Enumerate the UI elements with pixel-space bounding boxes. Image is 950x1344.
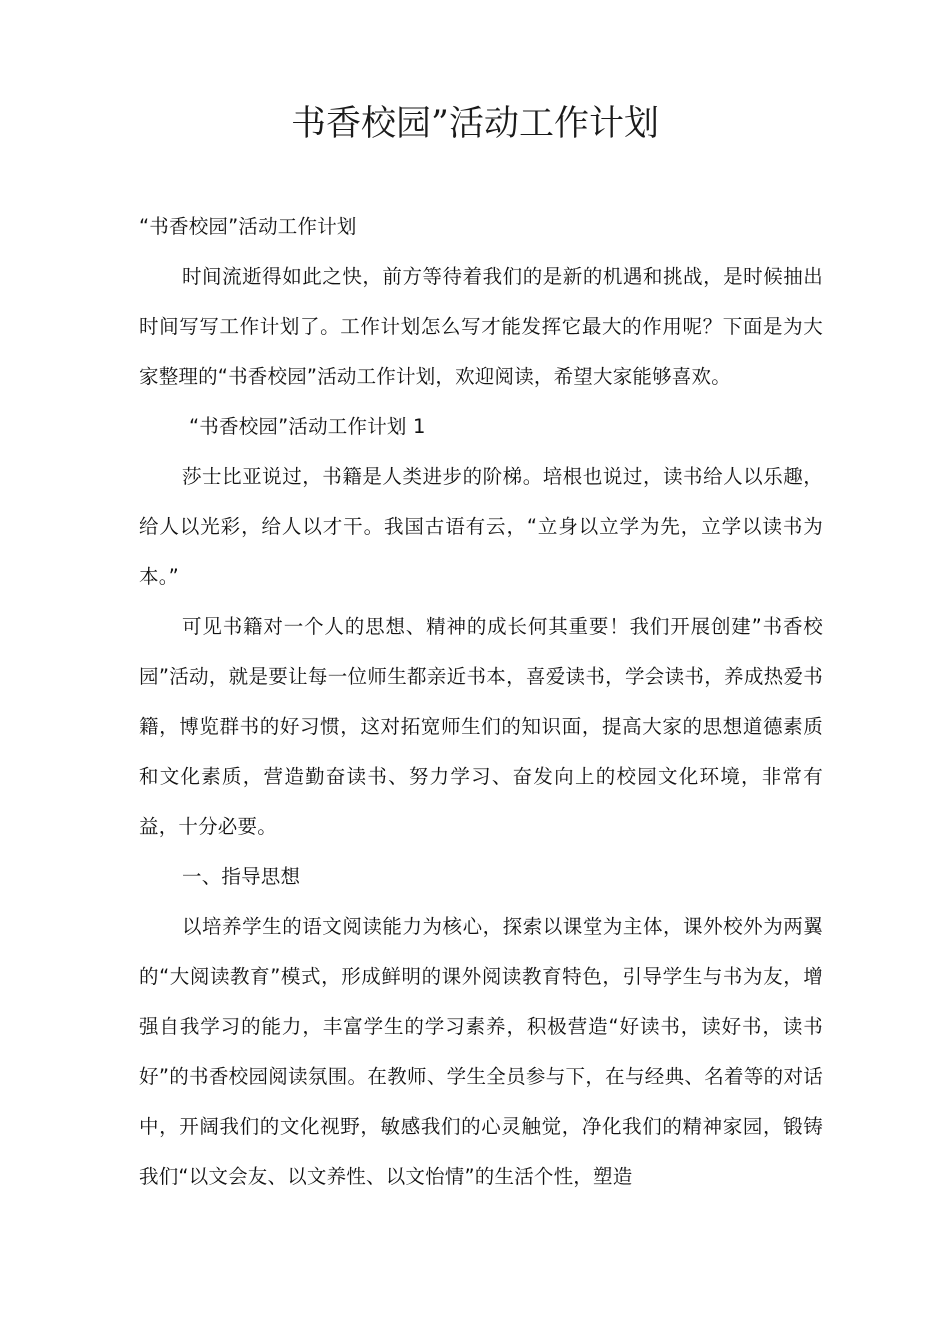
document-title: 书香校园”活动工作计划 <box>291 104 659 144</box>
intro-paragraph: 时间流逝得如此之快，前方等待着我们的是新的机遇和挑战，是时候抽出时间写写工作计划了。工作计划怎么写才能发挥它最大的作用呢？下面是为大家整理的“书香校园”活动工作计划，欢迎阅读，希望大家能够喜欢。 <box>139 265 823 388</box>
plan-subtitle: “书香校园”活动工作计划 1 <box>189 415 426 438</box>
importance-paragraph: 可见书籍对一个人的思想、精神的成长何其重要！我们开展创建”书香校园”活动，就是要让每一位师生都亲近书本，喜爱读书，学会读书，养成热爱书籍，博览群书的好习惯，这对拓宽师生们的知识面，提高大家的思想道德素质和文化素质，营造勤奋读书、努力学习、奋发向上的校园文化环境，非常有益，十分必要。 <box>139 615 823 838</box>
section-heading: “书香校园”活动工作计划 <box>139 215 357 238</box>
quote-paragraph: 莎士比亚说过，书籍是人类进步的阶梯。培根也说过，读书给人以乐趣，给人以光彩，给人以才干。我国古语有云，“立身以立学为先，立学以读书为本。” <box>139 465 823 588</box>
guiding-thought-heading: 一、指导思想 <box>182 865 301 888</box>
document-body <box>139 202 823 1202</box>
guiding-thought-paragraph: 以培养学生的语文阅读能力为核心，探索以课堂为主体，课外校外为两翼的“大阅读教育”模式，形成鲜明的课外阅读教育特色，引导学生与书为友，增强自我学习的能力，丰富学生的学习素养，积极营造“好读书，读好书，读书好”的书香校园阅读氛围。在教师、学生全员参与下，在与经典、名着等的对话中，开阔我们的文化视野，敏感我们的心灵触觉，净化我们的精神家园，锻铸我们“以文会友、以文养性、以文怡情”的生活个性，塑造 <box>139 915 823 1188</box>
